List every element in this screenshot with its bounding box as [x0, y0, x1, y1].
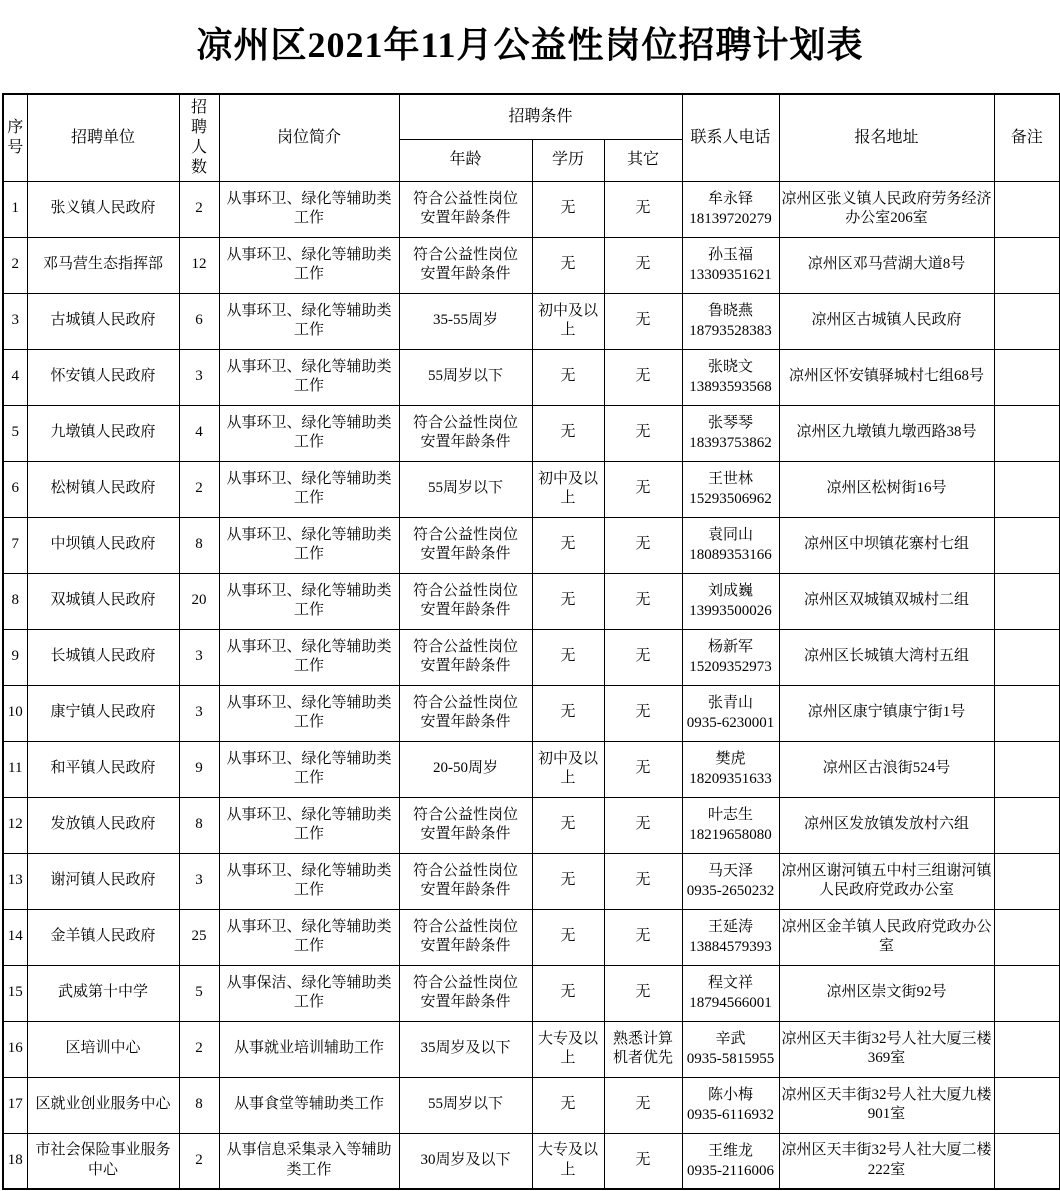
age-requirement: 符合公益性岗位安置年龄条件	[399, 237, 532, 293]
age-requirement: 符合公益性岗位安置年龄条件	[399, 629, 532, 685]
registration-address: 凉州区怀安镇驿城村七组68号	[779, 349, 994, 405]
contact-cell	[682, 293, 779, 349]
recruit-count: 2	[179, 1133, 219, 1189]
position-intro: 从事环卫、绿化等辅助类工作	[219, 349, 399, 405]
col-header-age: 年龄	[399, 139, 532, 181]
position-intro: 从事环卫、绿化等辅助类工作	[219, 293, 399, 349]
remark-cell	[994, 181, 1060, 237]
recruit-count: 9	[179, 741, 219, 797]
table-row	[3, 1021, 1060, 1077]
age-requirement: 55周岁以下	[399, 349, 532, 405]
remark-cell	[994, 685, 1060, 741]
col-header-index	[3, 94, 27, 181]
education-requirement: 无	[532, 181, 604, 237]
contact-name: 刘成巍	[708, 582, 754, 599]
education-requirement: 无	[532, 517, 604, 573]
age-requirement: 55周岁以下	[399, 1077, 532, 1133]
col-header-count	[179, 94, 219, 181]
registration-address: 凉州区谢河镇五中村三组谢河镇人民政府党政办公室	[779, 853, 994, 909]
contact-phone: 0935-6116932	[687, 1107, 774, 1124]
contact-name: 王延涛	[708, 918, 754, 935]
contact-phone: 0935-2116006	[687, 1162, 774, 1179]
other-requirement: 无	[604, 741, 682, 797]
age-requirement: 符合公益性岗位安置年龄条件	[399, 517, 532, 573]
table-header	[3, 94, 1060, 181]
row-index: 10	[3, 685, 27, 741]
recruiting-unit: 和平镇人民政府	[27, 741, 179, 797]
other-requirement: 无	[604, 685, 682, 741]
recruiting-unit: 张义镇人民政府	[27, 181, 179, 237]
contact-cell	[682, 405, 779, 461]
recruiting-unit: 区培训中心	[27, 1021, 179, 1077]
table-row	[3, 965, 1060, 1021]
remark-cell	[994, 797, 1060, 853]
row-index: 2	[3, 237, 27, 293]
contact-name: 陈小梅	[708, 1086, 754, 1103]
row-index: 11	[3, 741, 27, 797]
position-intro: 从事环卫、绿化等辅助类工作	[219, 181, 399, 237]
contact-cell	[682, 517, 779, 573]
col-header-conditions: 招聘条件	[399, 94, 682, 139]
table-row	[3, 853, 1060, 909]
contact-phone: 13993500026	[689, 603, 772, 620]
other-requirement: 无	[604, 573, 682, 629]
table-row	[3, 629, 1060, 685]
position-intro: 从事环卫、绿化等辅助类工作	[219, 685, 399, 741]
recruiting-unit: 武威第十中学	[27, 965, 179, 1021]
col-header-education: 学历	[532, 139, 604, 181]
table-row	[3, 797, 1060, 853]
remark-cell	[994, 741, 1060, 797]
recruit-count: 8	[179, 517, 219, 573]
contact-cell	[682, 797, 779, 853]
table-row	[3, 1133, 1060, 1189]
recruit-count: 2	[179, 181, 219, 237]
table-row	[3, 405, 1060, 461]
table-row	[3, 349, 1060, 405]
contact-cell	[682, 965, 779, 1021]
table-row	[3, 293, 1060, 349]
contact-name: 张青山	[708, 694, 754, 711]
recruiting-unit: 金羊镇人民政府	[27, 909, 179, 965]
recruit-count: 8	[179, 1077, 219, 1133]
education-requirement: 无	[532, 1077, 604, 1133]
col-header-contact: 联系人电话	[682, 94, 779, 181]
remark-cell	[994, 349, 1060, 405]
contact-name: 牟永铎	[708, 190, 754, 207]
other-requirement: 无	[604, 853, 682, 909]
col-header-count-label: 招聘人数	[191, 98, 208, 176]
contact-name: 王维龙	[708, 1142, 754, 1159]
age-requirement: 符合公益性岗位安置年龄条件	[399, 909, 532, 965]
registration-address: 凉州区松树街16号	[779, 461, 994, 517]
registration-address: 凉州区九墩镇九墩西路38号	[779, 405, 994, 461]
table-row	[3, 517, 1060, 573]
row-index: 18	[3, 1133, 27, 1189]
table-row	[3, 181, 1060, 237]
recruiting-unit: 康宁镇人民政府	[27, 685, 179, 741]
contact-phone: 13309351621	[689, 267, 772, 284]
other-requirement: 无	[604, 349, 682, 405]
recruiting-unit: 谢河镇人民政府	[27, 853, 179, 909]
row-index: 3	[3, 293, 27, 349]
other-requirement: 无	[604, 461, 682, 517]
age-requirement: 符合公益性岗位安置年龄条件	[399, 181, 532, 237]
other-requirement: 无	[604, 1077, 682, 1133]
recruit-count: 2	[179, 1021, 219, 1077]
age-requirement: 符合公益性岗位安置年龄条件	[399, 965, 532, 1021]
position-intro: 从事环卫、绿化等辅助类工作	[219, 909, 399, 965]
remark-cell	[994, 237, 1060, 293]
table-row	[3, 685, 1060, 741]
education-requirement: 无	[532, 853, 604, 909]
contact-name: 袁同山	[708, 526, 754, 543]
col-header-index-label: 序号	[7, 118, 24, 156]
contact-phone: 18393753862	[689, 435, 772, 452]
registration-address: 凉州区古城镇人民政府	[779, 293, 994, 349]
education-requirement: 无	[532, 685, 604, 741]
recruiting-unit: 怀安镇人民政府	[27, 349, 179, 405]
registration-address: 凉州区长城镇大湾村五组	[779, 629, 994, 685]
contact-cell	[682, 853, 779, 909]
row-index: 9	[3, 629, 27, 685]
registration-address: 凉州区金羊镇人民政府党政办公室	[779, 909, 994, 965]
contact-name: 王世林	[708, 470, 754, 487]
recruit-count: 25	[179, 909, 219, 965]
row-index: 6	[3, 461, 27, 517]
other-requirement: 无	[604, 405, 682, 461]
registration-address: 凉州区邓马营湖大道8号	[779, 237, 994, 293]
education-requirement: 初中及以上	[532, 741, 604, 797]
row-index: 12	[3, 797, 27, 853]
registration-address: 凉州区双城镇双城村二组	[779, 573, 994, 629]
remark-cell	[994, 1021, 1060, 1077]
row-index: 5	[3, 405, 27, 461]
contact-cell	[682, 349, 779, 405]
other-requirement: 无	[604, 237, 682, 293]
registration-address: 凉州区天丰街32号人社大厦三楼369室	[779, 1021, 994, 1077]
contact-cell	[682, 461, 779, 517]
contact-name: 程文祥	[708, 974, 754, 991]
other-requirement: 无	[604, 629, 682, 685]
page-title: 凉州区2021年11月公益性岗位招聘计划表	[196, 25, 864, 65]
education-requirement: 无	[532, 405, 604, 461]
education-requirement: 无	[532, 237, 604, 293]
contact-cell	[682, 685, 779, 741]
registration-address: 凉州区发放镇发放村六组	[779, 797, 994, 853]
contact-cell	[682, 1021, 779, 1077]
recruiting-unit: 双城镇人民政府	[27, 573, 179, 629]
contact-name: 叶志生	[708, 806, 754, 823]
recruit-count: 6	[179, 293, 219, 349]
age-requirement: 符合公益性岗位安置年龄条件	[399, 405, 532, 461]
header-row-top	[3, 94, 1060, 139]
recruit-count: 8	[179, 797, 219, 853]
contact-cell	[682, 629, 779, 685]
registration-address: 凉州区古浪街524号	[779, 741, 994, 797]
remark-cell	[994, 1133, 1060, 1189]
other-requirement: 无	[604, 517, 682, 573]
age-requirement: 符合公益性岗位安置年龄条件	[399, 853, 532, 909]
contact-name: 马天泽	[708, 862, 754, 879]
col-header-intro: 岗位简介	[219, 94, 399, 181]
row-index: 4	[3, 349, 27, 405]
contact-cell	[682, 1133, 779, 1189]
contact-phone: 13884579393	[689, 939, 772, 956]
recruit-count: 3	[179, 349, 219, 405]
table-row	[3, 573, 1060, 629]
contact-phone: 15293506962	[689, 491, 772, 508]
other-requirement: 无	[604, 797, 682, 853]
position-intro: 从事环卫、绿化等辅助类工作	[219, 237, 399, 293]
contact-cell	[682, 573, 779, 629]
education-requirement: 初中及以上	[532, 461, 604, 517]
recruiting-unit: 松树镇人民政府	[27, 461, 179, 517]
remark-cell	[994, 517, 1060, 573]
registration-address: 凉州区天丰街32号人社大厦九楼901室	[779, 1077, 994, 1133]
recruitment-table	[2, 93, 1060, 1190]
col-header-unit: 招聘单位	[27, 94, 179, 181]
table-body	[3, 181, 1060, 1189]
position-intro: 从事环卫、绿化等辅助类工作	[219, 573, 399, 629]
table-row	[3, 1077, 1060, 1133]
recruiting-unit: 区就业创业服务中心	[27, 1077, 179, 1133]
contact-phone: 13893593568	[689, 379, 772, 396]
table-row	[3, 909, 1060, 965]
remark-cell	[994, 629, 1060, 685]
contact-phone: 0935-2650232	[686, 883, 775, 900]
recruit-count: 12	[179, 237, 219, 293]
other-requirement: 无	[604, 909, 682, 965]
age-requirement: 符合公益性岗位安置年龄条件	[399, 573, 532, 629]
contact-cell	[682, 1077, 779, 1133]
contact-name: 张琴琴	[708, 414, 754, 431]
contact-name: 辛武	[715, 1030, 746, 1047]
contact-name: 杨新军	[708, 638, 754, 655]
contact-name: 张晓文	[708, 358, 754, 375]
registration-address: 凉州区天丰街32号人社大厦二楼222室	[779, 1133, 994, 1189]
row-index: 15	[3, 965, 27, 1021]
remark-cell	[994, 573, 1060, 629]
contact-phone: 18793528383	[689, 323, 772, 340]
col-header-remark: 备注	[994, 94, 1060, 181]
contact-phone: 0935-5815955	[686, 1051, 775, 1068]
remark-cell	[994, 1077, 1060, 1133]
recruiting-unit: 市社会保险事业服务中心	[27, 1133, 179, 1189]
remark-cell	[994, 853, 1060, 909]
recruit-count: 3	[179, 685, 219, 741]
row-index: 14	[3, 909, 27, 965]
row-index: 1	[3, 181, 27, 237]
contact-phone: 18089353166	[689, 547, 772, 564]
table-row	[3, 461, 1060, 517]
recruiting-unit: 发放镇人民政府	[27, 797, 179, 853]
education-requirement: 无	[532, 349, 604, 405]
recruit-count: 20	[179, 573, 219, 629]
contact-phone: 18139720279	[689, 211, 772, 228]
position-intro: 从事环卫、绿化等辅助类工作	[219, 517, 399, 573]
other-requirement: 熟悉计算机者优先	[604, 1021, 682, 1077]
remark-cell	[994, 965, 1060, 1021]
contact-name: 樊虎	[715, 750, 746, 767]
recruiting-unit: 邓马营生态指挥部	[27, 237, 179, 293]
remark-cell	[994, 909, 1060, 965]
contact-phone: 18219658080	[689, 827, 772, 844]
contact-cell	[682, 741, 779, 797]
contact-phone: 18209351633	[689, 771, 772, 788]
recruit-count: 4	[179, 405, 219, 461]
registration-address: 凉州区张义镇人民政府劳务经济办公室206室	[779, 181, 994, 237]
contact-phone: 18794566001	[689, 995, 772, 1012]
remark-cell	[994, 461, 1060, 517]
age-requirement: 35周岁及以下	[399, 1021, 532, 1077]
education-requirement: 无	[532, 909, 604, 965]
other-requirement: 无	[604, 181, 682, 237]
age-requirement: 35-55周岁	[399, 293, 532, 349]
row-index: 8	[3, 573, 27, 629]
recruit-count: 2	[179, 461, 219, 517]
registration-address: 凉州区康宁镇康宁街1号	[779, 685, 994, 741]
contact-phone: 0935-6230001	[686, 715, 775, 732]
age-requirement: 30周岁及以下	[399, 1133, 532, 1189]
position-intro: 从事环卫、绿化等辅助类工作	[219, 797, 399, 853]
recruiting-unit: 古城镇人民政府	[27, 293, 179, 349]
registration-address: 凉州区中坝镇花寨村七组	[779, 517, 994, 573]
education-requirement: 无	[532, 797, 604, 853]
contact-name: 孙玉福	[708, 246, 754, 263]
age-requirement: 符合公益性岗位安置年龄条件	[399, 797, 532, 853]
education-requirement: 无	[532, 629, 604, 685]
remark-cell	[994, 293, 1060, 349]
contact-phone: 15209352973	[689, 659, 772, 676]
other-requirement: 无	[604, 293, 682, 349]
education-requirement: 初中及以上	[532, 293, 604, 349]
recruiting-unit: 长城镇人民政府	[27, 629, 179, 685]
table-row	[3, 237, 1060, 293]
position-intro: 从事环卫、绿化等辅助类工作	[219, 461, 399, 517]
other-requirement: 无	[604, 965, 682, 1021]
age-requirement: 55周岁以下	[399, 461, 532, 517]
row-index: 17	[3, 1077, 27, 1133]
recruit-count: 3	[179, 629, 219, 685]
row-index: 7	[3, 517, 27, 573]
education-requirement: 大专及以上	[532, 1133, 604, 1189]
recruiting-unit: 中坝镇人民政府	[27, 517, 179, 573]
row-index: 16	[3, 1021, 27, 1077]
col-header-address: 报名地址	[779, 94, 994, 181]
position-intro: 从事环卫、绿化等辅助类工作	[219, 405, 399, 461]
table-row	[3, 741, 1060, 797]
contact-cell	[682, 237, 779, 293]
col-header-other: 其它	[604, 139, 682, 181]
education-requirement: 大专及以上	[532, 1021, 604, 1077]
position-intro: 从事食堂等辅助类工作	[219, 1077, 399, 1133]
position-intro: 从事环卫、绿化等辅助类工作	[219, 741, 399, 797]
other-requirement: 无	[604, 1133, 682, 1189]
position-intro: 从事就业培训辅助工作	[219, 1021, 399, 1077]
education-requirement: 无	[532, 573, 604, 629]
recruiting-unit: 九墩镇人民政府	[27, 405, 179, 461]
age-requirement: 符合公益性岗位安置年龄条件	[399, 685, 532, 741]
position-intro: 从事信息采集录入等辅助类工作	[219, 1133, 399, 1189]
row-index: 13	[3, 853, 27, 909]
contact-name: 鲁晓燕	[708, 302, 754, 319]
recruit-count: 5	[179, 965, 219, 1021]
position-intro: 从事保洁、绿化等辅助类工作	[219, 965, 399, 1021]
age-requirement: 20-50周岁	[399, 741, 532, 797]
remark-cell	[994, 405, 1060, 461]
contact-cell	[682, 909, 779, 965]
position-intro: 从事环卫、绿化等辅助类工作	[219, 853, 399, 909]
education-requirement: 无	[532, 965, 604, 1021]
contact-cell	[682, 181, 779, 237]
recruit-count: 3	[179, 853, 219, 909]
registration-address: 凉州区崇文街92号	[779, 965, 994, 1021]
position-intro: 从事环卫、绿化等辅助类工作	[219, 629, 399, 685]
